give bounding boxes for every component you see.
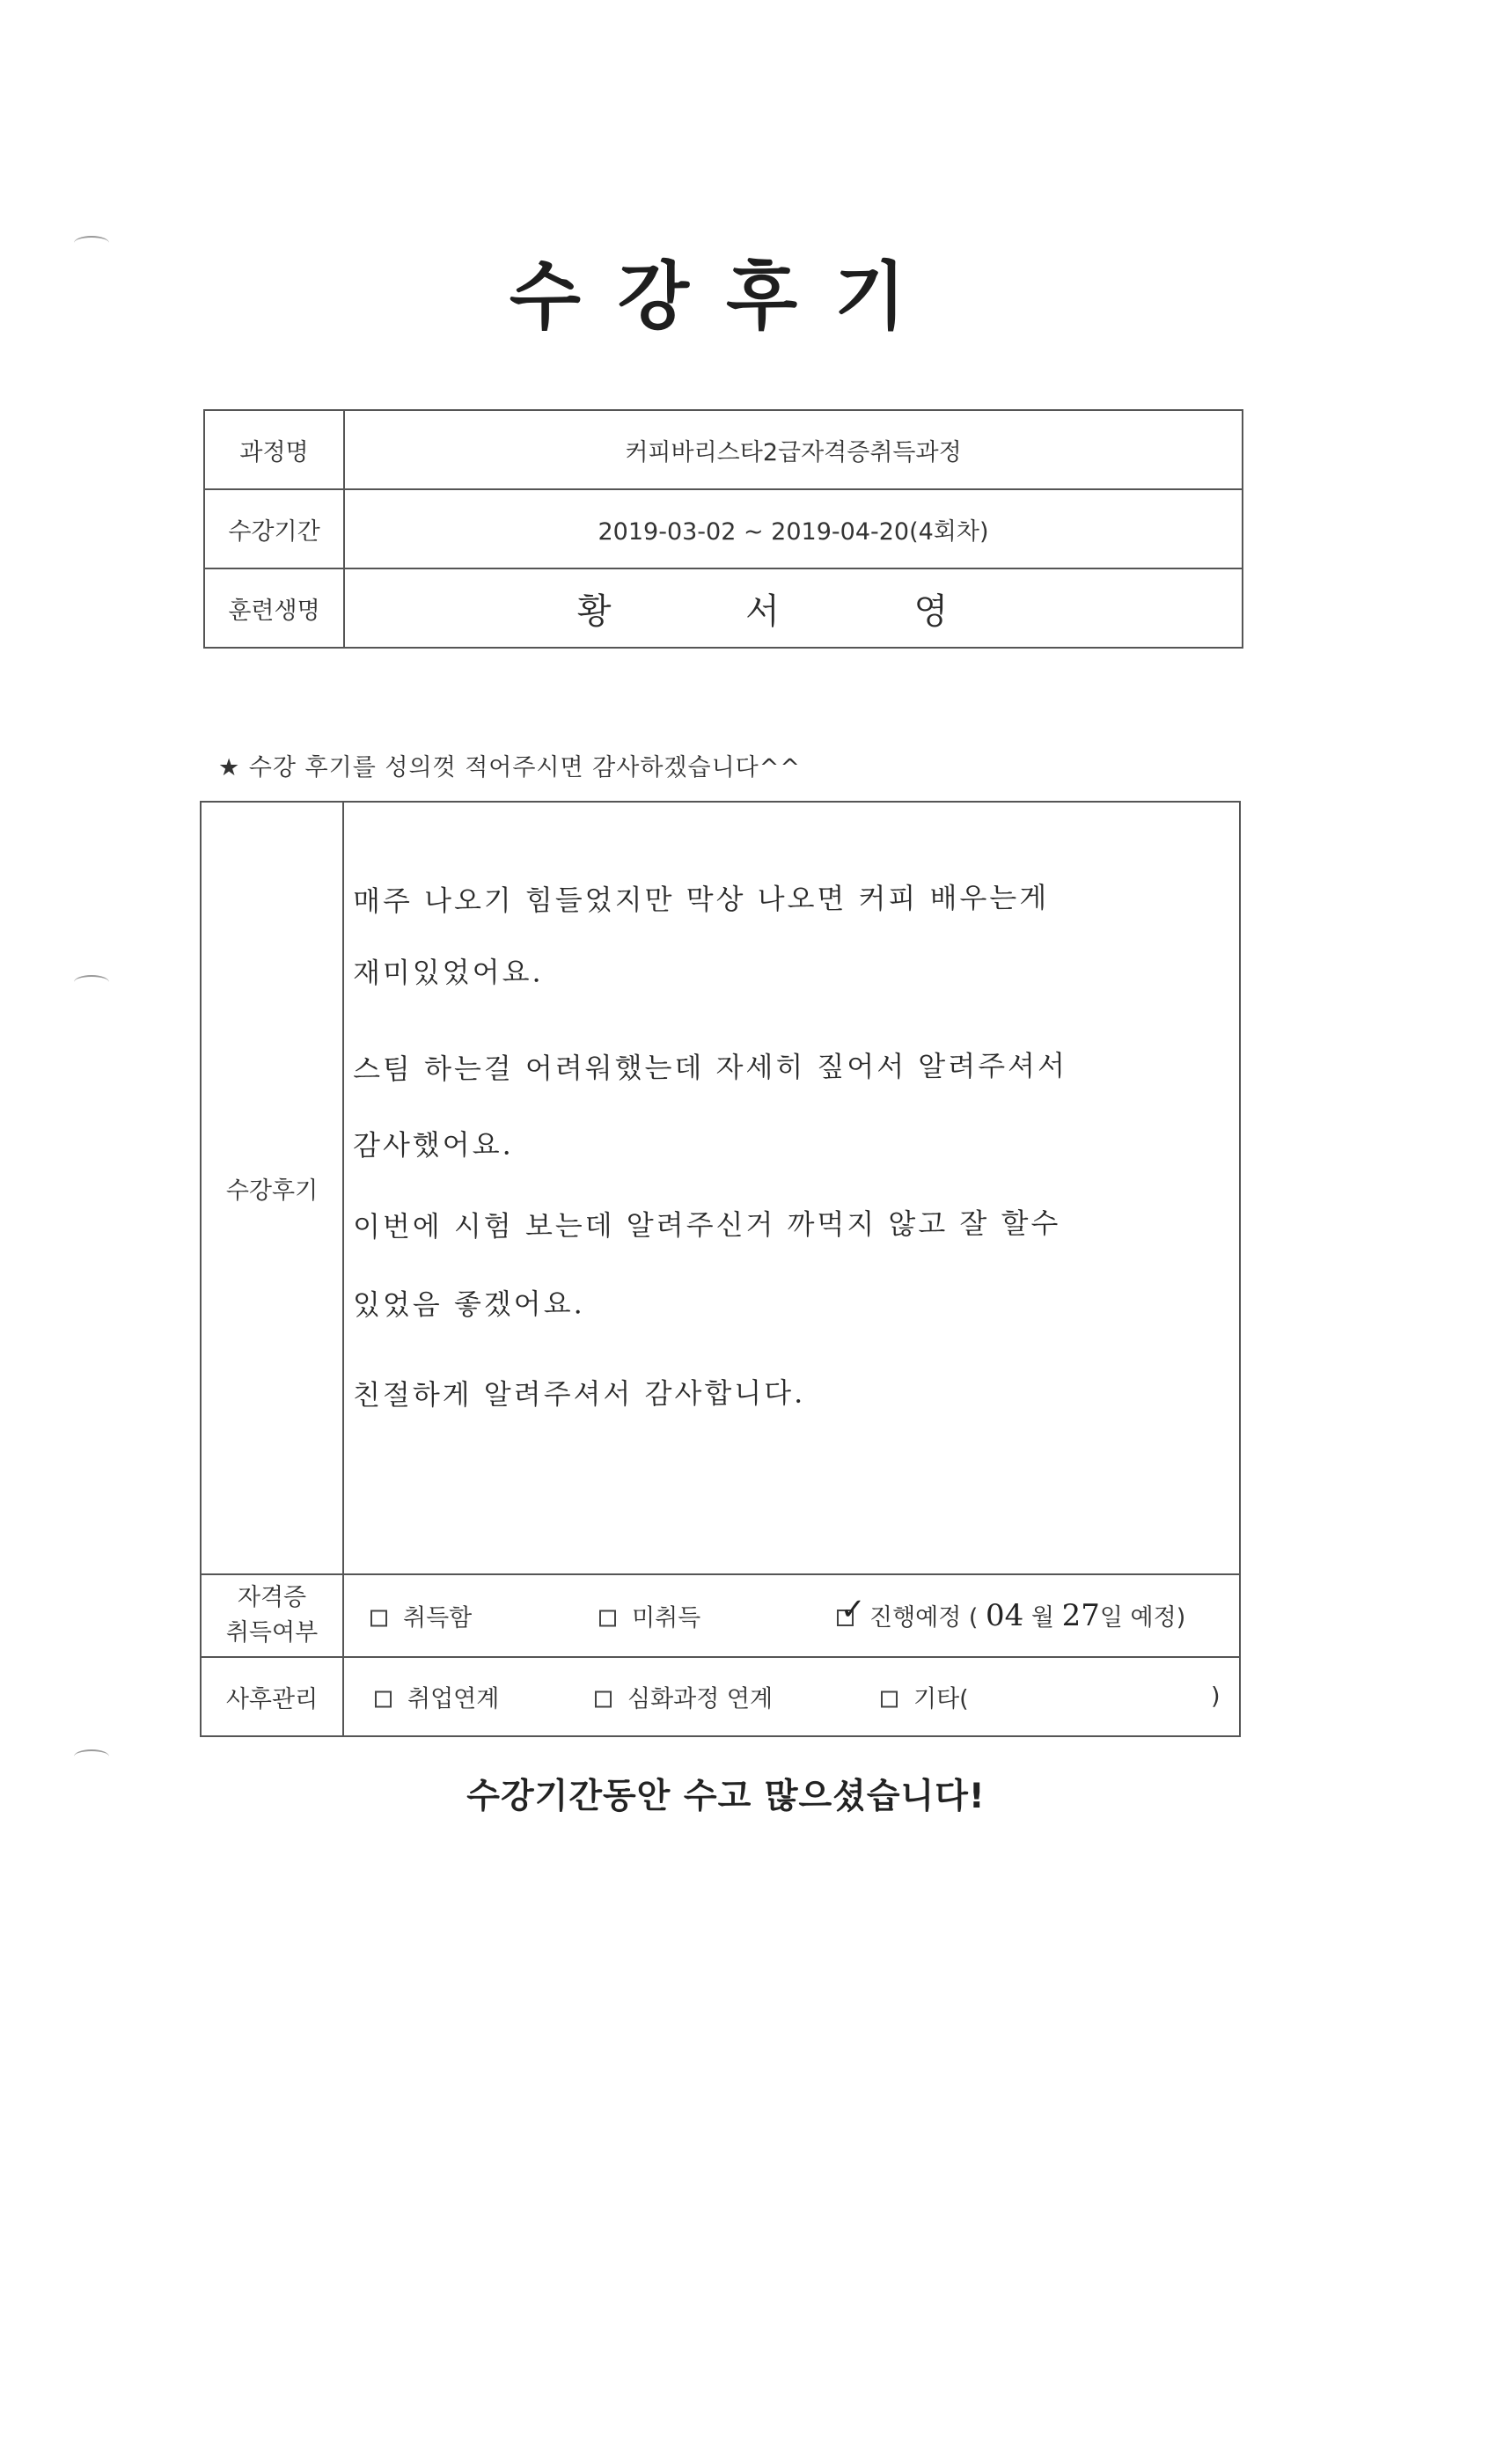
course-label: 과정명 <box>204 410 344 489</box>
checkbox-icon-checked[interactable] <box>837 1592 866 1627</box>
instruction-note: ★ 수강 후기를 성의껏 적어주시면 감사하겠습니다^^ <box>218 754 802 781</box>
cert-status-label <box>201 1574 343 1657</box>
expected-day-handwritten: 27 <box>1061 1598 1100 1633</box>
advanced-course-option[interactable]: 심화과정 연계 <box>595 1680 773 1714</box>
other-option-close-paren: ) <box>1211 1683 1221 1711</box>
cert-label-line1: 자격증 <box>237 1584 307 1611</box>
review-text-area <box>344 803 1239 1573</box>
trainee-name-handwritten: 황 서 영 <box>576 590 1010 632</box>
review-line: 스팀 하는걸 어려워했는데 자세히 짚어서 알려주셔서 <box>352 1048 1068 1087</box>
cert-not-obtained-option[interactable]: 미취득 <box>599 1599 700 1633</box>
review-line: 재미있었어요. <box>352 955 544 990</box>
review-table <box>200 801 1241 1737</box>
cert-label-line2: 취득여부 <box>225 1619 319 1646</box>
checkbox-icon[interactable] <box>881 1691 898 1708</box>
trainee-label: 훈련생명 <box>204 568 344 648</box>
expected-month-handwritten: 04 <box>986 1598 1024 1633</box>
punch-hole-mark <box>74 1749 109 1764</box>
period-label: 수강기간 <box>204 489 344 568</box>
footer-message: 수강기간동안 수고 많으셨습니다! <box>466 1777 986 1816</box>
review-line: 있었음 좋겠어요. <box>352 1287 585 1322</box>
punch-hole-mark <box>74 975 109 989</box>
checkbox-icon[interactable] <box>370 1610 387 1627</box>
aftercare-label: 사후관리 <box>201 1657 343 1736</box>
review-line: 매주 나오기 힘들었지만 막상 나오면 커피 배우는게 <box>352 880 1050 919</box>
course-info-table <box>203 409 1243 649</box>
cert-in-progress-option[interactable]: ✓ 진행예정 ( 04 월 27일 예정) <box>837 1598 1185 1633</box>
other-option[interactable]: 기타( <box>881 1680 969 1714</box>
checkbox-icon[interactable] <box>375 1691 392 1708</box>
course-value: 커피바리스타2급자격증취득과정 <box>344 410 1243 489</box>
cert-obtained-option[interactable]: 취득함 <box>370 1599 472 1633</box>
checkbox-icon[interactable] <box>599 1610 616 1627</box>
review-label: 수강후기 <box>201 802 343 1574</box>
period-value: 2019-03-02 ~ 2019-04-20(4회차) <box>344 489 1243 568</box>
check-mark-icon: ✓ <box>840 1592 866 1627</box>
review-line: 친절하게 알려주셔서 감사합니다. <box>352 1375 806 1412</box>
review-line: 이번에 시험 보는데 알려주신거 까먹지 않고 잘 할수 <box>352 1206 1061 1244</box>
review-line: 감사했어요. <box>352 1127 514 1162</box>
checkbox-icon[interactable] <box>595 1691 612 1708</box>
page-title: 수강후기 <box>509 253 943 340</box>
job-link-option[interactable]: 취업연계 <box>375 1680 499 1714</box>
